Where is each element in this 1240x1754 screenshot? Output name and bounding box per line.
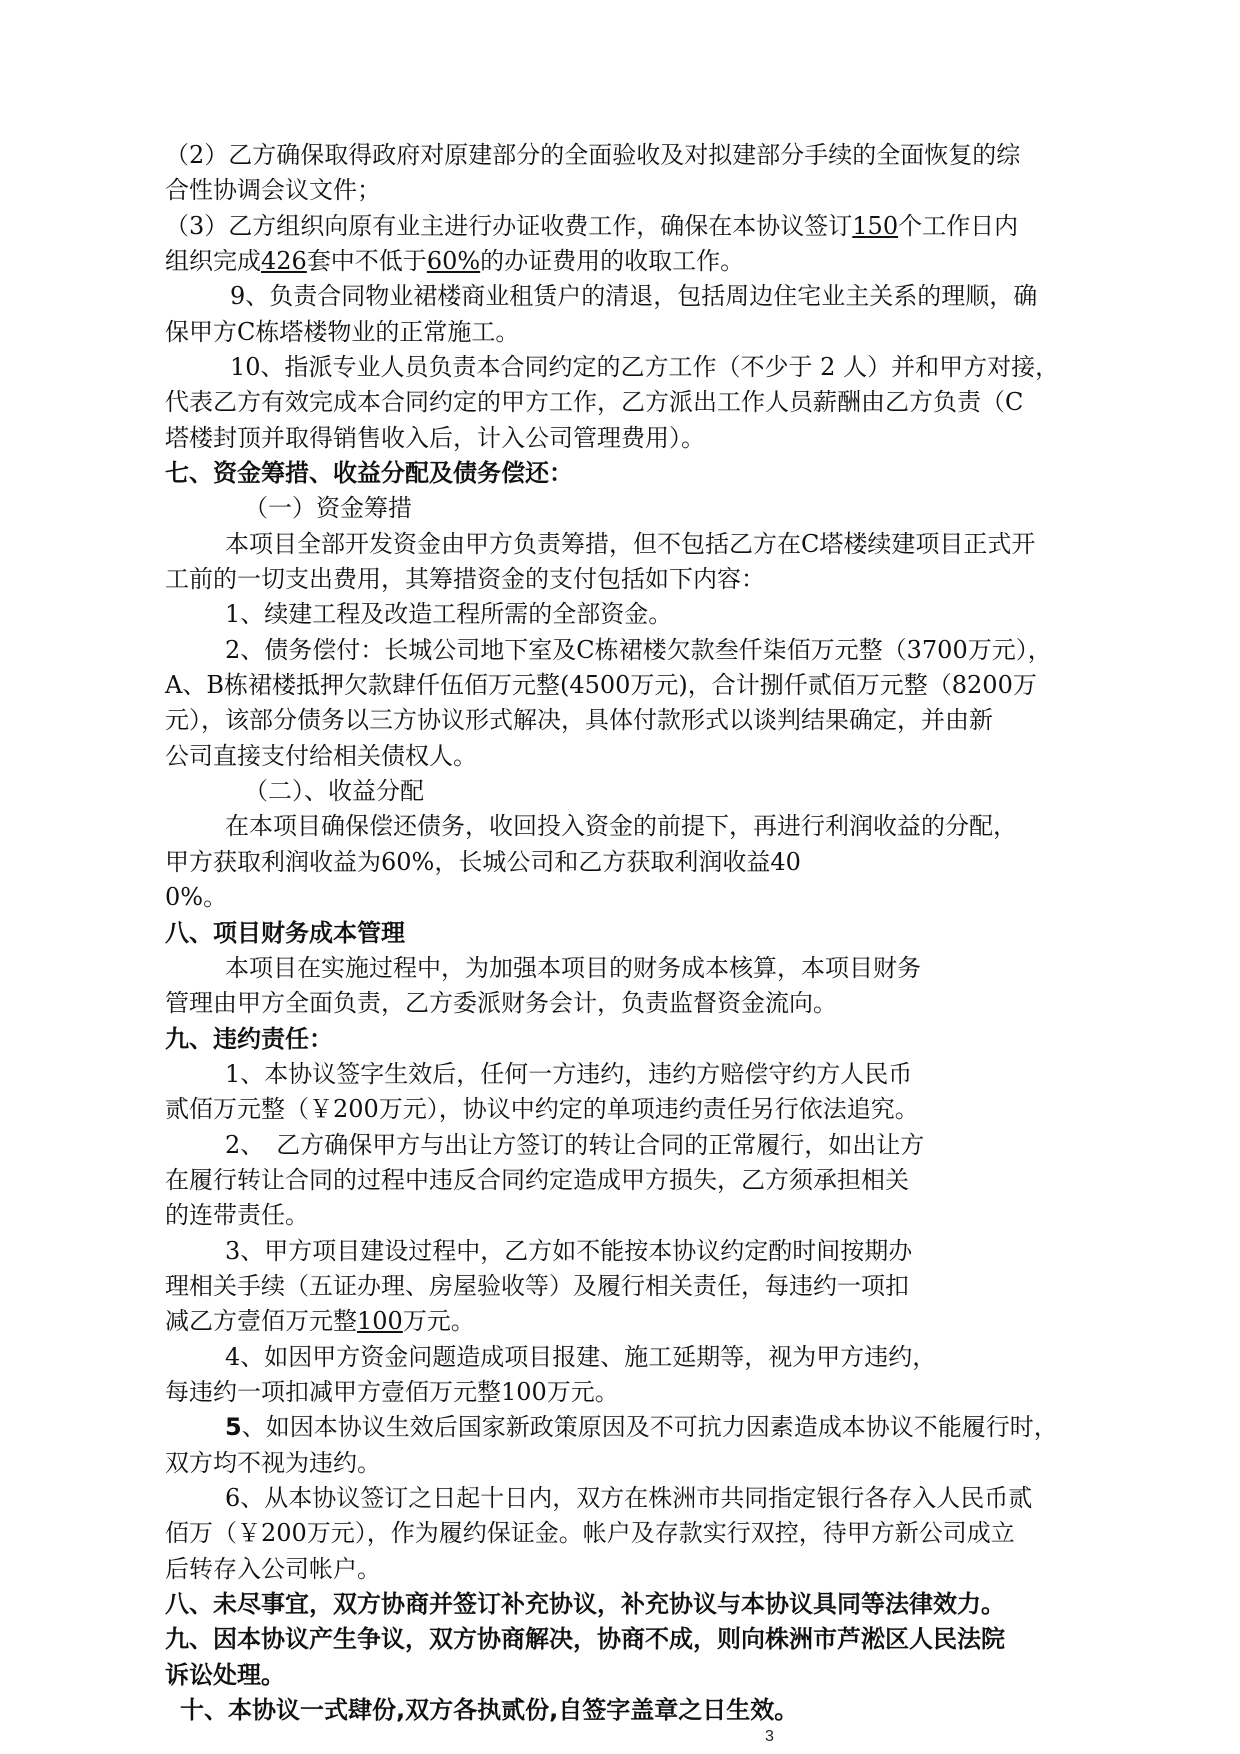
text-line: 甲方获取利润收益为60%，长城公司和乙方获取利润收益40 bbox=[165, 847, 801, 876]
section-heading: 八、未尽事宜，双方协商并签订补充协议，补充协议与本协议具同等法律效力。 bbox=[165, 1589, 1005, 1618]
text-line: 公司直接支付给相关债权人。 bbox=[165, 741, 477, 770]
section-heading: 九、因本协议产生争议，双方协商解决，协商不成，则向株洲市芦淞区人民法院 bbox=[165, 1625, 1005, 1654]
text-line: 1、续建工程及改造工程所需的全部资金。 bbox=[225, 600, 673, 629]
text-line: 9、负责合同物业裙楼商业租赁户的清退，包括周边住宅业主关系的理顺，确 bbox=[230, 282, 1038, 311]
text-line: 2、债务偿付：长城公司地下室及C栋裙楼欠款叁仟柒佰万元整（3700万元）， bbox=[225, 635, 1052, 664]
text-line: 贰佰万元整（￥200万元），协议中约定的单项违约责任另行依法追究。 bbox=[165, 1095, 919, 1124]
text-line: 本项目在实施过程中，为加强本项目的财务成本核算，本项目财务 bbox=[225, 953, 921, 982]
text-line: 诉讼处理。 bbox=[165, 1660, 285, 1689]
text-line: 组织完成426套中不低于60%的办证费用的收取工作。 bbox=[165, 247, 745, 276]
text-line: 佰万（￥200万元），作为履约保证金。帐户及存款实行双控，待甲方新公司成立 bbox=[165, 1519, 1015, 1548]
page-number: 3 bbox=[765, 1728, 774, 1745]
text-line: A、B栋裙楼抵押欠款肆仟伍佰万元整(4500万元)，合计捌仟贰佰万元整（8200万 bbox=[165, 671, 1037, 700]
text-line: 工前的一切支出费用，其筹措资金的支付包括如下内容： bbox=[165, 565, 765, 594]
text-line: 2、 乙方确保甲方与出让方签订的转让合同的正常履行，如出让方 bbox=[225, 1130, 925, 1159]
text-line: 合性协调会议文件； bbox=[165, 176, 381, 205]
text-line: 3、甲方项目建设过程中，乙方如不能按本协议约定酌时间按期办 bbox=[225, 1236, 913, 1265]
text-line: 6、从本协议签订之日起十日内，双方在株洲市共同指定银行各存入人民币贰 bbox=[225, 1483, 1033, 1512]
subsection-heading: （一）资金筹措 bbox=[244, 494, 412, 523]
text-line: 元），该部分债务以三方协议形式解决，具体付款形式以谈判结果确定，并由新 bbox=[165, 706, 993, 735]
text-line: 在履行转让合同的过程中违反合同约定造成甲方损失，乙方须承担相关 bbox=[165, 1165, 909, 1194]
text-line: （3）乙方组织向原有业主进行办证收费工作，确保在本协议签订150个工作日内 bbox=[165, 211, 1019, 240]
underlined-value: 100 bbox=[357, 1307, 403, 1336]
underlined-value: 60% bbox=[426, 247, 481, 276]
text-line: 4、如因甲方资金问题造成项目报建、施工延期等，视为甲方违约， bbox=[225, 1342, 937, 1371]
text-line: （2）乙方确保取得政府对原建部分的全面验收及对拟建部分手续的全面恢复的综 bbox=[165, 141, 1021, 169]
text-line: 0%。 bbox=[165, 883, 228, 912]
text-line: 在本项目确保偿还债务，收回投入资金的前提下，再进行利润收益的分配， bbox=[225, 812, 1017, 841]
underlined-value: 426 bbox=[261, 247, 307, 276]
underlined-value: 150 bbox=[852, 211, 899, 240]
subsection-heading: （二）、收益分配 bbox=[244, 777, 424, 806]
item-number: 5 bbox=[225, 1413, 242, 1442]
text-line: 理相关手续（五证办理、房屋验收等）及履行相关责任，每违约一项扣 bbox=[165, 1271, 909, 1300]
text-line: 1、本协议签字生效后，任何一方违约，违约方赔偿守约方人民币 bbox=[225, 1059, 913, 1088]
text-line: 管理由甲方全面负责，乙方委派财务会计，负责监督资金流向。 bbox=[165, 989, 837, 1018]
text-line: 每违约一项扣减甲方壹佰万元整100万元。 bbox=[165, 1377, 619, 1406]
text-line: 减乙方壹佰万元整100万元。 bbox=[165, 1307, 475, 1336]
section-heading: 九、违约责任： bbox=[165, 1024, 333, 1053]
section-heading: 十、本协议一式肆份,双方各执贰份,自签字盖章之日生效。 bbox=[180, 1696, 799, 1724]
section-heading: 八、项目财务成本管理 bbox=[165, 918, 405, 947]
text-line: 塔楼封顶并取得销售收入后，计入公司管理费用）。 bbox=[165, 423, 705, 452]
text-line: 保甲方C栋塔楼物业的正常施工。 bbox=[165, 317, 520, 346]
text-line: 后转存入公司帐户。 bbox=[165, 1554, 381, 1583]
text-line: 的连带责任。 bbox=[165, 1201, 309, 1230]
text-line: 代表乙方有效完成本合同约定的甲方工作，乙方派出工作人员薪酬由乙方负责（C bbox=[165, 388, 1024, 417]
text-line: 双方均不视为违约。 bbox=[165, 1448, 381, 1477]
text-line: 本项目全部开发资金由甲方负责筹措，但不包括乙方在C塔楼续建项目正式开 bbox=[225, 529, 1036, 558]
text-line: 5、如因本协议生效后国家新政策原因及不可抗力因素造成本协议不能履行时， bbox=[225, 1413, 1058, 1442]
text-line: 10、指派专业人员负责本合同约定的乙方工作（不少于 2 人）并和甲方对接， bbox=[230, 353, 1060, 382]
section-heading: 七、资金筹措、收益分配及债务偿还： bbox=[165, 459, 573, 488]
